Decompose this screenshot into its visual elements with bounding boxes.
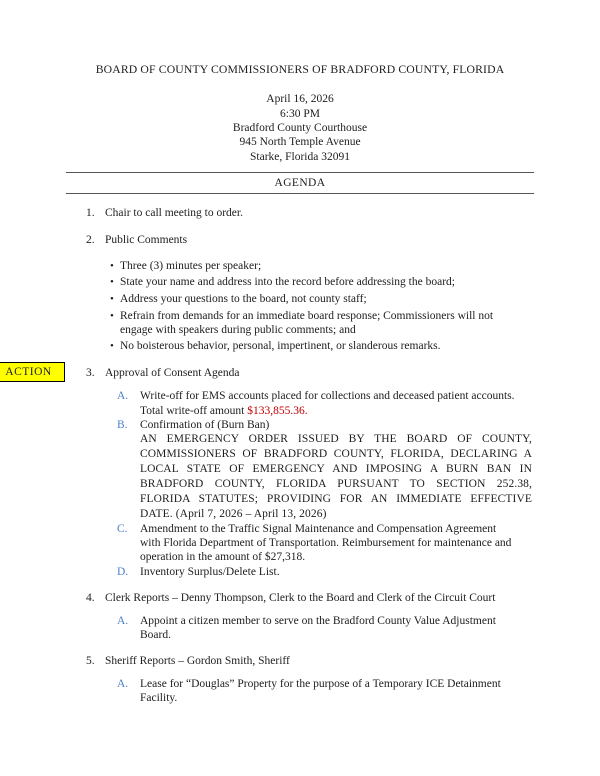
- sub-item-text: Inventory Surplus/Delete List.: [140, 565, 280, 578]
- bullet-icon: [110, 309, 120, 323]
- agenda-item-5: [68, 654, 532, 668]
- meeting-location: Bradford County Courthouse: [232, 122, 368, 135]
- clerk-item-a: [117, 614, 532, 642]
- item-number: 3.: [86, 367, 95, 380]
- bullet-item: • Address your questions to the board, not county staff;: [110, 292, 532, 306]
- sheriff-item-a: [117, 677, 532, 705]
- sub-item-text: operation in the amount of $27,318.: [140, 551, 306, 564]
- meeting-info: [0, 92, 600, 164]
- agenda-item-2: [68, 233, 532, 247]
- bullet-spacer: [110, 323, 120, 337]
- consent-item-d: [117, 565, 532, 579]
- item-text: Sheriff Reports – Gordon Smith, Sheriff: [105, 655, 290, 668]
- bullet-icon: [110, 292, 120, 306]
- item-text: Public Comments: [105, 233, 188, 246]
- agenda-heading: AGENDA: [274, 176, 326, 189]
- bullet-item: • State your name and address into the record before addressing the board;: [110, 275, 532, 289]
- bullet-icon: [110, 339, 120, 353]
- item-number: 4.: [86, 591, 95, 604]
- sub-item-text: Write-off for EMS accounts placed for collections and deceased patient accounts.: [140, 390, 515, 403]
- public-comment-rules: [110, 259, 532, 353]
- sub-item-letter: B.: [117, 418, 128, 431]
- sub-item-text: Lease for “Douglas” Property for the purpose of a Temporary ICE Detainment: [140, 678, 501, 691]
- item-text: Approval of Consent Agenda: [105, 367, 240, 380]
- sub-item-letter: C.: [117, 523, 128, 536]
- meeting-date: April 16, 2026: [266, 93, 334, 106]
- agenda-item-4: [68, 591, 532, 605]
- meeting-city: Starke, Florida 32091: [250, 150, 350, 163]
- writeoff-amount: $133,855.36.: [247, 404, 308, 417]
- sub-item-text: Appoint a citizen member to serve on the Bradford County Value Adjustment: [140, 614, 496, 627]
- item-number: 1.: [86, 207, 95, 220]
- agenda-heading-band: [66, 172, 534, 194]
- consent-item-b: [117, 418, 532, 523]
- sub-item-letter: D.: [117, 565, 129, 578]
- sub-item-letter: A.: [117, 614, 129, 627]
- agenda-item-3: [5, 366, 532, 380]
- agenda-items: [5, 206, 532, 705]
- consent-agenda-subitems: [117, 389, 532, 578]
- sub-item-text: Confirmation of (Burn Ban): [140, 418, 270, 431]
- sub-item-text: with Florida Department of Transportation. Reimbursement for maintenance and: [140, 537, 512, 550]
- sheriff-report-subitems: [117, 677, 532, 705]
- action-highlight-badge: [0, 362, 65, 382]
- bullet-item: • Refrain from demands for an immediate board response; Commissioners will not: [110, 309, 532, 323]
- meeting-time: 6:30 PM: [280, 107, 320, 120]
- bullet-item: • No boisterous behavior, personal, impertinent, or slanderous remarks.: [110, 339, 532, 353]
- item-text: Chair to call meeting to order.: [105, 207, 243, 220]
- bullet-item-continuation: engage with speakers during public comments; and: [110, 323, 532, 337]
- sub-item-text: Total write-off amount $133,855.36.: [140, 404, 308, 417]
- agenda-item-1: [68, 206, 532, 220]
- item-text: Clerk Reports – Denny Thompson, Clerk to the Board and Clerk of the Circuit Court: [105, 591, 496, 604]
- bullet-icon: [110, 259, 120, 273]
- document-title: BOARD OF COUNTY COMMISSIONERS OF BRADFORD COUNTY, FLORIDA: [95, 63, 505, 76]
- sub-item-text: Amendment to the Traffic Signal Maintenance and Compensation Agreement: [140, 523, 497, 536]
- action-label: ACTION: [5, 366, 52, 379]
- item-number: 5.: [86, 655, 95, 668]
- consent-item-a: [117, 389, 532, 417]
- consent-item-c: [117, 522, 532, 564]
- bullet-item: • Three (3) minutes per speaker;: [110, 259, 532, 273]
- meeting-address: 945 North Temple Avenue: [239, 136, 361, 149]
- clerk-report-subitems: [117, 614, 532, 642]
- sub-item-letter: A.: [117, 678, 129, 691]
- sub-item-text: Board.: [140, 629, 171, 642]
- sub-item-letter: A.: [117, 390, 129, 403]
- sub-item-text: Facility.: [140, 692, 178, 705]
- emergency-order-text: AN EMERGENCY ORDER ISSUED BY THE BOARD OF COUNTY, COMMISSIONERS OF BRADFORD COUNTY, FLORIDA, DECLARING A LOCAL STATE OF EMERGENCY AND IMPOSING A BURN BAN IN BRADFORD COUNTY, FLORIDA PURSUANT TO SECTION 252.38, FLORIDA STATUTES; PROVIDING FOR AN IMMEDIATE EFFECTIVE DATE. (April 7, 2026 – April 13, 2026): [140, 432, 532, 521]
- bullet-icon: [110, 275, 120, 289]
- item-number: 2.: [86, 233, 95, 246]
